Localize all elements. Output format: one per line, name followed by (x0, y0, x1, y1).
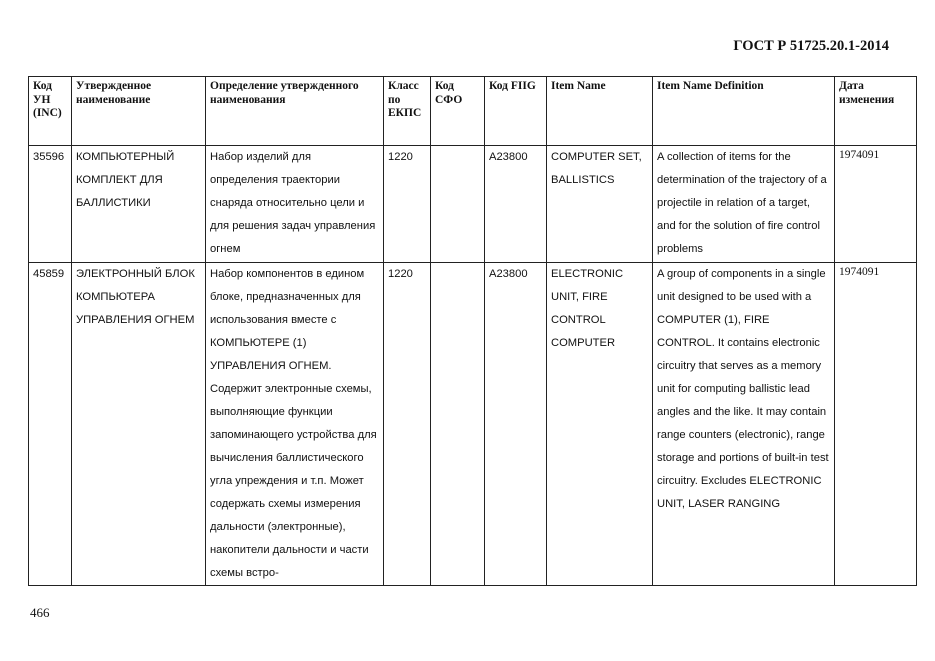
cell-item-name: ELECTRONIC UNIT, FIRE CONTROL COMPUTER (547, 263, 653, 586)
cell-fiig: A23800 (485, 146, 547, 263)
document-code: ГОСТ Р 51725.20.1-2014 (733, 38, 889, 54)
cell-class: 1220 (384, 146, 431, 263)
cell-item-definition: A collection of items for the determination of the trajectory of a projectile in relation of a target, and for the solution of fire control problems (653, 146, 835, 263)
column-header-fiig: Код FIIG (485, 77, 547, 146)
table-header-row (29, 77, 917, 146)
page-number: 466 (30, 605, 50, 620)
cell-sfo (431, 263, 485, 586)
cell-approved-name: ЭЛЕКТРОННЫЙ БЛОК КОМПЬЮТЕРА УПРАВЛЕНИЯ ОГНЕМ (72, 263, 206, 586)
cell-approved-name: КОМПЬЮТЕРНЫЙ КОМПЛЕКТ ДЛЯ БАЛЛИСТИКИ (72, 146, 206, 263)
table-row (29, 146, 917, 263)
cell-inc: 45859 (29, 263, 72, 586)
cell-definition: Набор изделий для определения траектории снаряда относительно цели и для решения задач управления огнем (206, 146, 384, 263)
column-header-item-name: Item Name (547, 77, 653, 146)
column-header-date: Дата изменения (835, 77, 917, 146)
nomenclature-table (28, 76, 917, 586)
column-header-inc: Код УН (INC) (29, 77, 72, 146)
column-header-definition: Определение утвержденного наименования (206, 77, 384, 146)
cell-date: 1974091 (835, 146, 917, 263)
cell-item-definition: A group of components in a single unit designed to be used with a COMPUTER (1), FIRE CONTROL. It contains electronic circuitry that serves as a memory unit for computing ballistic lead angles and the like. It may contain range counters (electronic), range storage and portions of built-in test circuitry. Excludes ELECTRONIC UNIT, LASER RANGING (653, 263, 835, 586)
cell-fiig: A23800 (485, 263, 547, 586)
cell-date: 1974091 (835, 263, 917, 586)
cell-sfo (431, 146, 485, 263)
cell-item-name: COMPUTER SET, BALLISTICS (547, 146, 653, 263)
column-header-item-definition: Item Name Definition (653, 77, 835, 146)
table-row (29, 263, 917, 586)
column-header-class: Класс по ЕКПС (384, 77, 431, 146)
cell-definition: Набор компонентов в едином блоке, предназначенных для использования вместе с КОМПЬЮТЕРЕ (1) УПРАВЛЕНИЯ ОГНЕМ. Содержит электронные схемы, выполняющие функции запоминающего устройства для вычисления баллистического угла упреждения и т.п. Может содержать схемы измерения дальности (электронные), накопители дальности и части схемы встро- (206, 263, 384, 586)
column-header-sfo: Код СФО (431, 77, 485, 146)
column-header-approved-name: Утвержденное наименование (72, 77, 206, 146)
cell-inc: 35596 (29, 146, 72, 263)
cell-class: 1220 (384, 263, 431, 586)
